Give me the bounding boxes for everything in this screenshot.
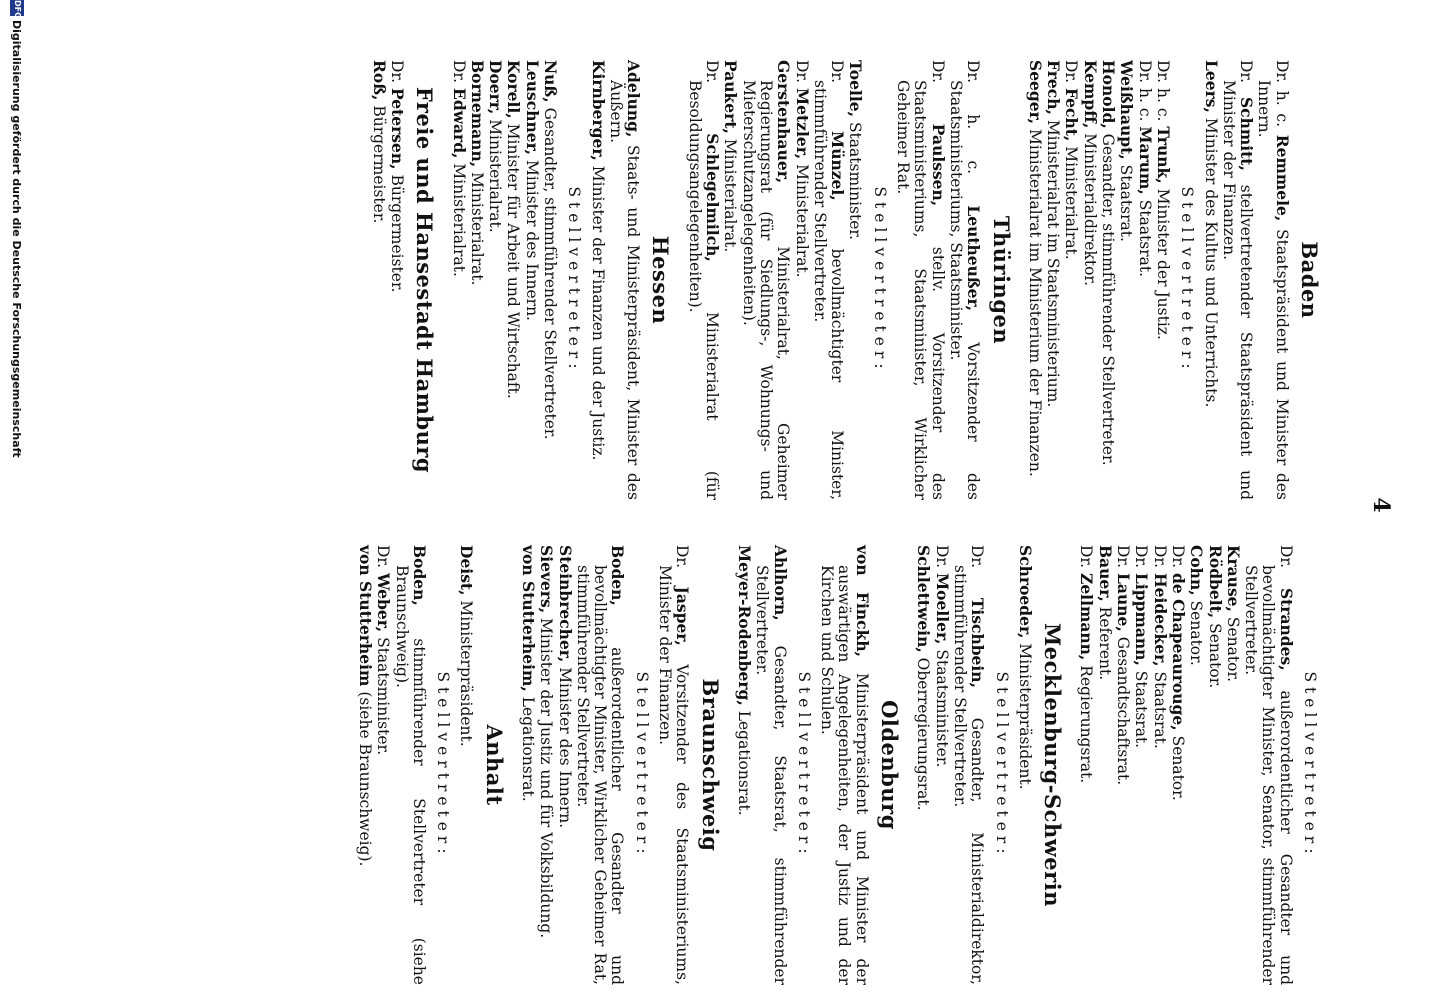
deputy-entry <box>1044 60 1062 500</box>
person-role: Ministerpräsident. <box>457 600 476 747</box>
deputy-entry <box>932 545 950 985</box>
person-role: Ministerialdirektor. <box>1080 133 1099 287</box>
section-title: Oldenburg <box>877 700 903 830</box>
deputy-entry <box>374 545 392 985</box>
title-prefix: Dr. <box>968 545 987 569</box>
person-name: Moeller, <box>932 573 952 645</box>
section-th-ringen <box>685 60 1014 500</box>
deputies-heading: Stellvertreter: <box>1301 671 1319 859</box>
person-role: Senator. <box>1223 616 1242 683</box>
person-role: Minister des Kultus und Unterrichts. <box>1201 117 1220 408</box>
person-name: Kirnberger, <box>588 60 608 161</box>
person-role: außerordentlicher Gesandter und bevollmächtigter Minister, Wirklicher Geheimer Rat, stimmführender Stellvertreter. <box>573 565 627 985</box>
title-prefix: Dr. <box>792 60 811 84</box>
person-name: Bornemann, <box>467 60 487 168</box>
person-role: Staatspräsident und Minister des Innern. <box>1255 80 1291 501</box>
deputy-entry <box>914 545 932 985</box>
title-prefix: Dr. <box>1077 545 1096 569</box>
person-name: Bauer, <box>1095 545 1115 602</box>
person-name: Rödbelt, <box>1205 545 1225 619</box>
person-name: Schmitt, <box>1237 96 1257 171</box>
title-prefix: Dr. <box>928 60 947 84</box>
person-role: Senator. <box>1168 735 1187 801</box>
person-name: Doerr, <box>486 60 506 115</box>
deputy-entry <box>356 545 374 985</box>
person-name: Boden, <box>409 545 429 606</box>
person-role: Minister der Finanzen und der Justiz. <box>588 165 607 461</box>
person-name: Lippmann, <box>1132 573 1152 666</box>
deputy-entry <box>1169 545 1187 985</box>
person-role: Staatsrat. <box>1135 199 1154 278</box>
deputy-entry <box>555 545 573 985</box>
person-role: Gesandter, stimmführender Stellvertreter. <box>541 107 560 440</box>
deputy-entry <box>1154 60 1172 500</box>
person-role: Staatsminister. <box>374 637 393 756</box>
person-name: Jasper, <box>673 586 693 646</box>
person-name: Korell, <box>504 60 524 119</box>
dfg-logo-icon: DFG <box>10 0 24 16</box>
person-role: (siehe Braunschweig). <box>355 691 374 867</box>
title-prefix: Dr. <box>1276 545 1295 569</box>
member-entry <box>388 60 406 500</box>
deputy-entry <box>721 60 739 500</box>
person-role: Ministerialrat, Geheimer Regierungsrat (für Siedlungs-, Wohnungs- und Mieterschutzangelegenheiten). <box>739 80 793 500</box>
person-role: Vorsitzender des Staatsministeriums, Minister der Finanzen. <box>656 565 692 985</box>
member-entry <box>1201 60 1219 500</box>
deputy-entry <box>792 60 810 500</box>
person-name: Frech, <box>1044 60 1064 115</box>
person-name: de Chapeaurouge, <box>1168 573 1188 731</box>
deputy-entry <box>574 545 627 985</box>
title-prefix: Dr. <box>387 60 406 84</box>
person-name: Edward, <box>449 88 469 159</box>
person-name: Weber, <box>374 573 394 633</box>
person-name: Trunk, <box>1153 126 1173 184</box>
person-name: Münzel, <box>828 131 848 201</box>
person-name: Sievers, <box>537 545 557 614</box>
member-entry <box>1255 60 1291 500</box>
deputies-heading: Stellvertreter: <box>632 671 651 859</box>
person-role: Bürgermeister. <box>387 174 406 293</box>
deputy-entry <box>1114 545 1132 985</box>
person-name: Kempff, <box>1080 60 1100 129</box>
section-freie-und-hansestadt-hamburg <box>369 60 438 500</box>
page-number: 4 <box>1368 497 1394 513</box>
deputy-entry <box>522 60 540 500</box>
person-name: Leuschner, <box>522 60 542 156</box>
deputies-heading: Stellvertreter: <box>794 671 813 859</box>
person-name: Petersen, <box>387 88 407 170</box>
deputies-heading: Stellvertreter: <box>1178 186 1197 374</box>
section-baden <box>1025 60 1322 501</box>
title-prefix: Dr. <box>1114 545 1133 569</box>
section-mecklenburg-schwerin <box>914 545 1066 985</box>
section-title: Thüringen <box>988 215 1014 345</box>
deputy-entry <box>1224 545 1242 985</box>
title-prefix: Dr. <box>374 545 393 569</box>
deputy-entry <box>739 60 792 500</box>
person-name: Adelung, <box>624 60 644 138</box>
person-role: Regierungsrat. <box>1077 665 1096 784</box>
title-prefix: Dr. <box>1168 545 1187 569</box>
right-column <box>340 545 1324 985</box>
person-role: Staatsrat. <box>1132 670 1151 749</box>
person-name: Tischbein, <box>968 597 988 688</box>
title-prefix: Dr. <box>449 60 468 84</box>
person-name: von Finckh, <box>852 545 872 658</box>
person-name: Paulssen, <box>928 123 948 207</box>
member-entry <box>947 60 983 500</box>
person-name: Heidecker, <box>1150 573 1170 667</box>
member-entry <box>369 60 387 500</box>
member-entry <box>1016 545 1034 985</box>
person-role: Staats- und Ministerpräsident, Minister des Äußern. <box>606 80 643 500</box>
person-role: Ministerialrat im Ministerium der Finanzen. <box>1025 129 1044 477</box>
deputy-entry <box>1026 60 1044 500</box>
person-role: Bürgermeister. <box>369 105 388 224</box>
person-role: Legationsrat. <box>734 710 753 816</box>
section-title: Braunschweig <box>697 678 723 852</box>
person-name: Ahlhorn, <box>770 545 790 621</box>
person-role: Ministerialrat. <box>467 172 486 286</box>
member-entry <box>818 545 871 985</box>
member-entry <box>588 60 606 500</box>
deputy-entry <box>1080 60 1098 500</box>
deputy-entry <box>951 545 987 985</box>
person-role: Ministerialrat. <box>721 138 740 253</box>
person-name: Strandes, <box>1276 587 1296 671</box>
deputy-entry <box>735 545 753 985</box>
member-entry <box>1220 60 1256 500</box>
person-name: Leutheußer, <box>964 205 984 311</box>
person-role: Oberregierungsrat. <box>914 657 933 811</box>
person-role: Ministerialrat. <box>449 163 468 277</box>
person-role: stimmführender Stellvertreter (siehe Braunschweig). <box>392 565 428 985</box>
person-role: Referent. <box>1095 606 1114 681</box>
section-continued-0 <box>1077 545 1318 985</box>
deputy-entry <box>811 60 847 500</box>
person-role: Gesandter, stimmführender Stellvertreter. <box>1099 133 1118 466</box>
deputies-heading: Stellvertreter: <box>434 671 453 859</box>
title-prefix: Dr. <box>828 60 847 84</box>
person-name: Fecht, <box>1062 88 1082 142</box>
section-anhalt <box>355 545 507 985</box>
person-role: Gesandter, Staatsrat, stimmführender Stellvertreter. <box>753 565 789 985</box>
person-role: Ministerialrat. <box>1062 146 1081 260</box>
deputy-entry <box>392 545 428 985</box>
person-role: Ministerpräsident. <box>1015 643 1034 790</box>
person-role: Staatsrat. <box>1150 671 1169 749</box>
person-name: Zellmann, <box>1077 573 1097 661</box>
title-prefix: Dr. h. c. <box>1272 60 1291 128</box>
deputy-entry <box>1132 545 1150 985</box>
section-title: Mecklenburg-Schwerin <box>1040 623 1066 907</box>
section-title: Hessen <box>648 235 674 325</box>
person-name: von Stutterheim, <box>519 545 539 692</box>
person-name: Laune, <box>1114 573 1134 632</box>
title-prefix: Dr. <box>1237 60 1256 84</box>
person-role: Ministerpräsident und Minister der auswärtigen Angelegenheiten, der Justiz und der Kirchen und Schulen. <box>818 565 871 986</box>
person-name: Meyer-Rodenberg, <box>734 545 754 706</box>
title-prefix: Dr. h. c. <box>1153 60 1172 122</box>
person-name: Honold, <box>1099 60 1119 129</box>
section-braunschweig <box>519 545 723 985</box>
title-prefix: Dr. h. c. <box>1135 60 1154 122</box>
deputy-entry <box>1150 545 1168 985</box>
title-prefix: Dr. <box>1132 545 1151 569</box>
section-title: Freie und Hansestadt Hamburg <box>412 86 438 474</box>
person-name: Gerstenhauer, <box>774 60 794 184</box>
title-prefix: Dr. <box>703 60 722 84</box>
deputy-entry <box>504 60 522 500</box>
person-name: Deist, <box>457 545 477 596</box>
deputy-entry <box>486 60 504 500</box>
deputy-entry <box>1117 60 1135 500</box>
person-name: Boden, <box>608 545 628 606</box>
section-title: Baden <box>1297 241 1322 319</box>
deputy-entry <box>541 60 559 500</box>
person-name: Leers, <box>1201 60 1221 113</box>
person-name: Steinbrecher, <box>555 545 575 663</box>
person-role: Minister des Innern. <box>555 667 574 829</box>
person-name: Weißhaupt, <box>1117 60 1137 160</box>
deputy-entry <box>449 60 467 500</box>
person-role: Ministerialrat im Staatsministerium. <box>1044 119 1063 408</box>
deputy-entry <box>537 545 555 985</box>
footer <box>10 0 24 1000</box>
person-name: Marum, <box>1135 126 1155 195</box>
deputy-entry <box>519 545 537 985</box>
member-entry <box>607 60 643 500</box>
deputy-entry <box>753 545 789 985</box>
footer-text: Digitalisierung gefördert durch die Deutsche Forschungsgemeinschaft <box>10 20 24 458</box>
title-prefix: Dr. <box>932 545 951 569</box>
person-role: Senator. <box>1205 623 1224 689</box>
section-title: Anhalt <box>481 724 507 806</box>
person-role: stellvertretender Staatspräsident und Minister der Finanzen. <box>1219 80 1256 501</box>
person-role: Ministerialrat (für Besoldungsangelegenheiten). <box>685 80 722 500</box>
person-name: Metzler, <box>792 88 812 160</box>
deputy-entry <box>468 60 486 500</box>
person-name: Schroeder, <box>1015 545 1035 639</box>
deputy-entry <box>1205 545 1223 985</box>
person-name: Roß, <box>369 60 389 101</box>
deputy-entry <box>1062 60 1080 500</box>
member-entry <box>894 60 947 500</box>
deputy-entry <box>686 60 722 500</box>
person-name: Seeger, <box>1025 60 1045 125</box>
deputy-entry <box>1099 60 1117 500</box>
person-role: Legationsrat. <box>519 696 538 802</box>
person-role: außerordentlicher Gesandter und bevollmächtigter Minister, Senator, stimmführender Stellvertreter. <box>1242 565 1295 985</box>
person-name: Cohn, <box>1187 545 1207 596</box>
deputies-heading: Stellvertreter: <box>565 186 584 374</box>
title-prefix: Dr. h. c. <box>964 60 983 175</box>
member-entry <box>656 545 692 985</box>
deputies-heading: Stellvertreter: <box>992 671 1011 859</box>
title-prefix: Dr. <box>1062 60 1081 84</box>
person-name: Remmele, <box>1272 134 1292 222</box>
person-role: Senator. <box>1187 600 1206 666</box>
section-hessen <box>449 60 674 500</box>
person-name: Schlettwein, <box>914 545 934 653</box>
person-role: Staatsminister. <box>846 121 865 241</box>
person-name: von Stutterheim <box>355 545 375 687</box>
member-entry <box>457 545 475 985</box>
person-role: Staatsrat. <box>1117 164 1136 242</box>
title-prefix: Dr. <box>1150 545 1169 569</box>
title-prefix: Dr. <box>673 545 692 569</box>
section-oldenburg <box>734 545 903 986</box>
deputy-entry <box>1095 545 1113 985</box>
person-role: bevollmächtigter Minister, stimmführender Stellvertreter. <box>810 80 847 500</box>
person-role: Minister des Innern. <box>522 159 541 321</box>
person-role: Minister für Arbeit und Wirtschaft. <box>504 123 523 399</box>
person-name: Krause, <box>1223 545 1243 612</box>
deputies-heading: Stellvertreter: <box>870 186 889 374</box>
person-name: Toelle, <box>846 60 866 117</box>
person-role: Ministerialrat. <box>486 119 505 233</box>
left-column <box>353 60 1324 500</box>
deputy-entry <box>1135 60 1153 500</box>
person-role: stellv. Vorsitzender des Staatsministeriums, Staatsminister, Wirklicher Geheimer Rat. <box>894 80 947 500</box>
deputy-entry <box>1187 545 1205 985</box>
person-role: Staatsminister. <box>932 649 951 768</box>
person-role: Minister der Justiz. <box>1153 188 1172 340</box>
person-role: Ministerialrat. <box>792 164 811 278</box>
deputy-entry <box>1242 545 1295 985</box>
person-role: Minister der Justiz und für Volksbildung. <box>537 618 556 939</box>
person-name: Schlegelmilch, <box>703 133 723 262</box>
deputy-entry <box>846 60 864 500</box>
person-role: Gesandter, Ministerialdirektor, stimmführender Stellvertreter. <box>950 565 987 985</box>
deputy-entry <box>1077 545 1095 985</box>
person-name: Paukert, <box>721 60 741 134</box>
person-role: Vorsitzender des Staatsministeriums, Staatsminister. <box>946 80 983 500</box>
person-name: Nuß, <box>541 60 561 103</box>
person-role: Gesandtschaftsrat. <box>1114 636 1133 786</box>
